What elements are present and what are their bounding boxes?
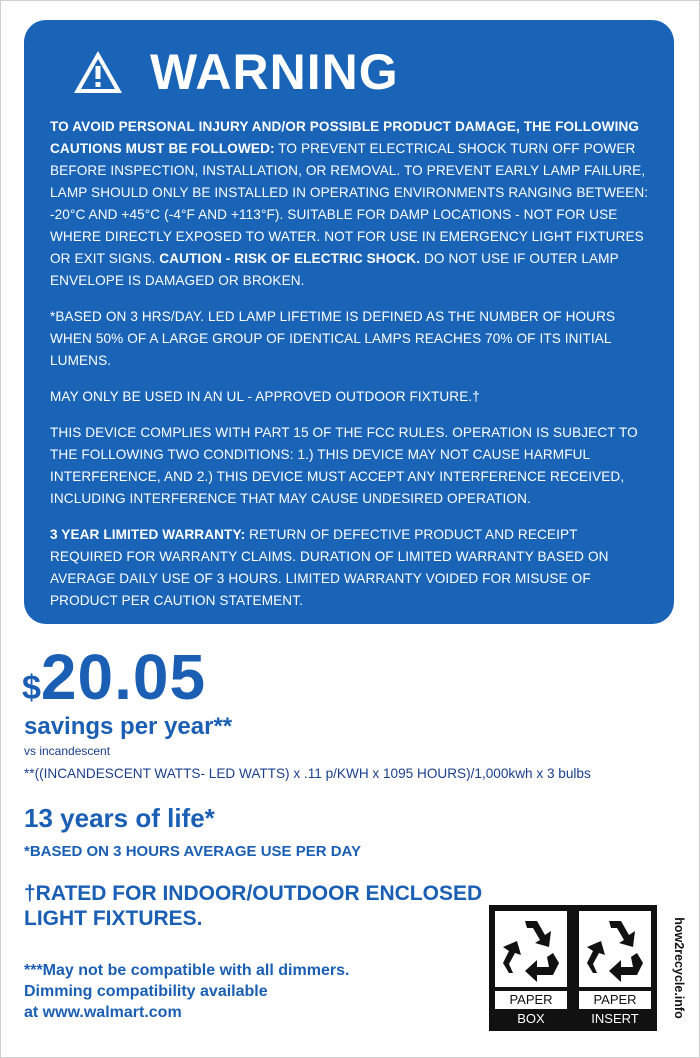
cautions-text: TO PREVENT ELECTRICAL SHOCK TURN OFF POWER BEFORE INSPECTION, INSTALLATION, OR REMOVAL. TO PREVENT EARLY LAMP FAILURE, LAMP SHOULD ONLY BE INSTALLED IN OPERATING ENVIRONMENTS RANGING BETWEEN: -20°C AND +45°C (-4°F AND +113°F). SUITABLE FOR DAMP LOCATIONS - NOT FOR USE WHERE DIRECTLY EXPOSED TO WATER. NOT FOR USE IN EMERGENCY LIGHT FIXTURES OR EXIT SIGNS.	[50, 141, 649, 266]
ul-fixture-note: MAY ONLY BE USED IN AN UL - APPROVED OUTDOOR FIXTURE.†	[50, 389, 480, 404]
warning-panel	[24, 20, 674, 644]
warning-title: WARNING	[150, 44, 399, 100]
recycle-label	[489, 905, 657, 1031]
paper-box-label-top: PAPER	[495, 991, 567, 1009]
price-amount: 20.05	[40, 641, 207, 713]
shock-caution-lead: CAUTION - RISK OF ELECTRIC SHOCK.	[159, 251, 421, 266]
rated-fixtures-note: †RATED FOR INDOOR/OUTDOOR ENCLOSED LIGHT FIXTURES.	[24, 882, 483, 930]
warning-triangle-icon	[72, 49, 124, 95]
life-years: 13 years of life*	[24, 803, 215, 833]
recycle-paper-insert	[575, 909, 655, 1027]
paper-insert-label-bottom: INSERT	[591, 1011, 639, 1026]
how2recycle-text: how2recycle.info	[672, 917, 686, 1019]
life-note: *BASED ON 3 HOURS AVERAGE USE PER DAY	[24, 843, 362, 860]
recycle-paper-box	[491, 909, 571, 1027]
lifetime-note: *BASED ON 3 HRS/DAY. LED LAMP LIFETIME IS DEFINED AS THE NUMBER OF HOURS WHEN 50% OF A LARGE GROUP OF IDENTICAL LAMPS REACHES 70% OF ITS INITIAL LUMENS.	[50, 309, 616, 368]
fcc-info-note: FOR MORE FCC INFORMATION PLEASE VISIT WWW.WALMART.COM.	[50, 629, 503, 644]
warranty-paragraph	[50, 524, 650, 612]
savings-price	[22, 640, 206, 714]
warranty-text: RETURN OF DEFECTIVE PRODUCT AND RECEIPT REQUIRED FOR WARRANTY CLAIMS. DURATION OF LIMITED WARRANTY BASED ON AVERAGE DAILY USE OF 3 HOURS. LIMITED WARRANTY VOIDED FOR MISUSE OF PRODUCT PER CAUTION STATEMENT.	[50, 527, 609, 608]
paper-box-label-bottom: BOX	[517, 1011, 545, 1026]
warranty-lead: 3 YEAR LIMITED WARRANTY:	[50, 527, 246, 542]
dimmer-line-2: Dimming compatibility available	[24, 983, 268, 1000]
shock-caution-text: DO NOT USE IF OUTER LAMP ENVELOPE IS DAMAGED OR BROKEN.	[50, 251, 619, 288]
how2recycle-mark	[672, 905, 686, 1031]
price-currency: $	[22, 669, 41, 707]
warning-header	[50, 42, 650, 102]
cautions-lead: TO AVOID PERSONAL INJURY AND/OR POSSIBLE PRODUCT DAMAGE, THE FOLLOWING CAUTIONS MUST BE FOLLOWED:	[50, 119, 640, 156]
recycle-icon	[579, 911, 651, 987]
cautions-paragraph	[50, 116, 650, 292]
dimmer-line-1: ***May not be compatible with all dimmers.	[24, 962, 350, 979]
dimmer-note	[24, 960, 444, 1023]
dimmer-line-3: at www.walmart.com	[24, 1004, 182, 1021]
savings-formula: **((INCANDESCENT WATTS- LED WATTS) x .11 p/KWH x 1095 HOURS)/1,000kwh x 3 bulbs	[24, 766, 591, 781]
savings-vs-note: vs incandescent	[24, 744, 111, 758]
paper-insert-label-top: PAPER	[579, 991, 651, 1009]
recycle-icon	[495, 911, 567, 987]
savings-label: savings per year**	[24, 713, 233, 740]
fcc-compliance-note: THIS DEVICE COMPLIES WITH PART 15 OF THE FCC RULES. OPERATION IS SUBJECT TO THE FOLLOWING TWO CONDITIONS: 1.) THIS DEVICE MAY NOT CAUSE HARMFUL INTERFERENCE, AND 2.) THIS DEVICE MUST ACCEPT ANY INTERFERENCE RECEIVED, INCLUDING INTERFERENCE THAT MAY CAUSE UNDESIRED OPERATION.	[50, 425, 638, 506]
